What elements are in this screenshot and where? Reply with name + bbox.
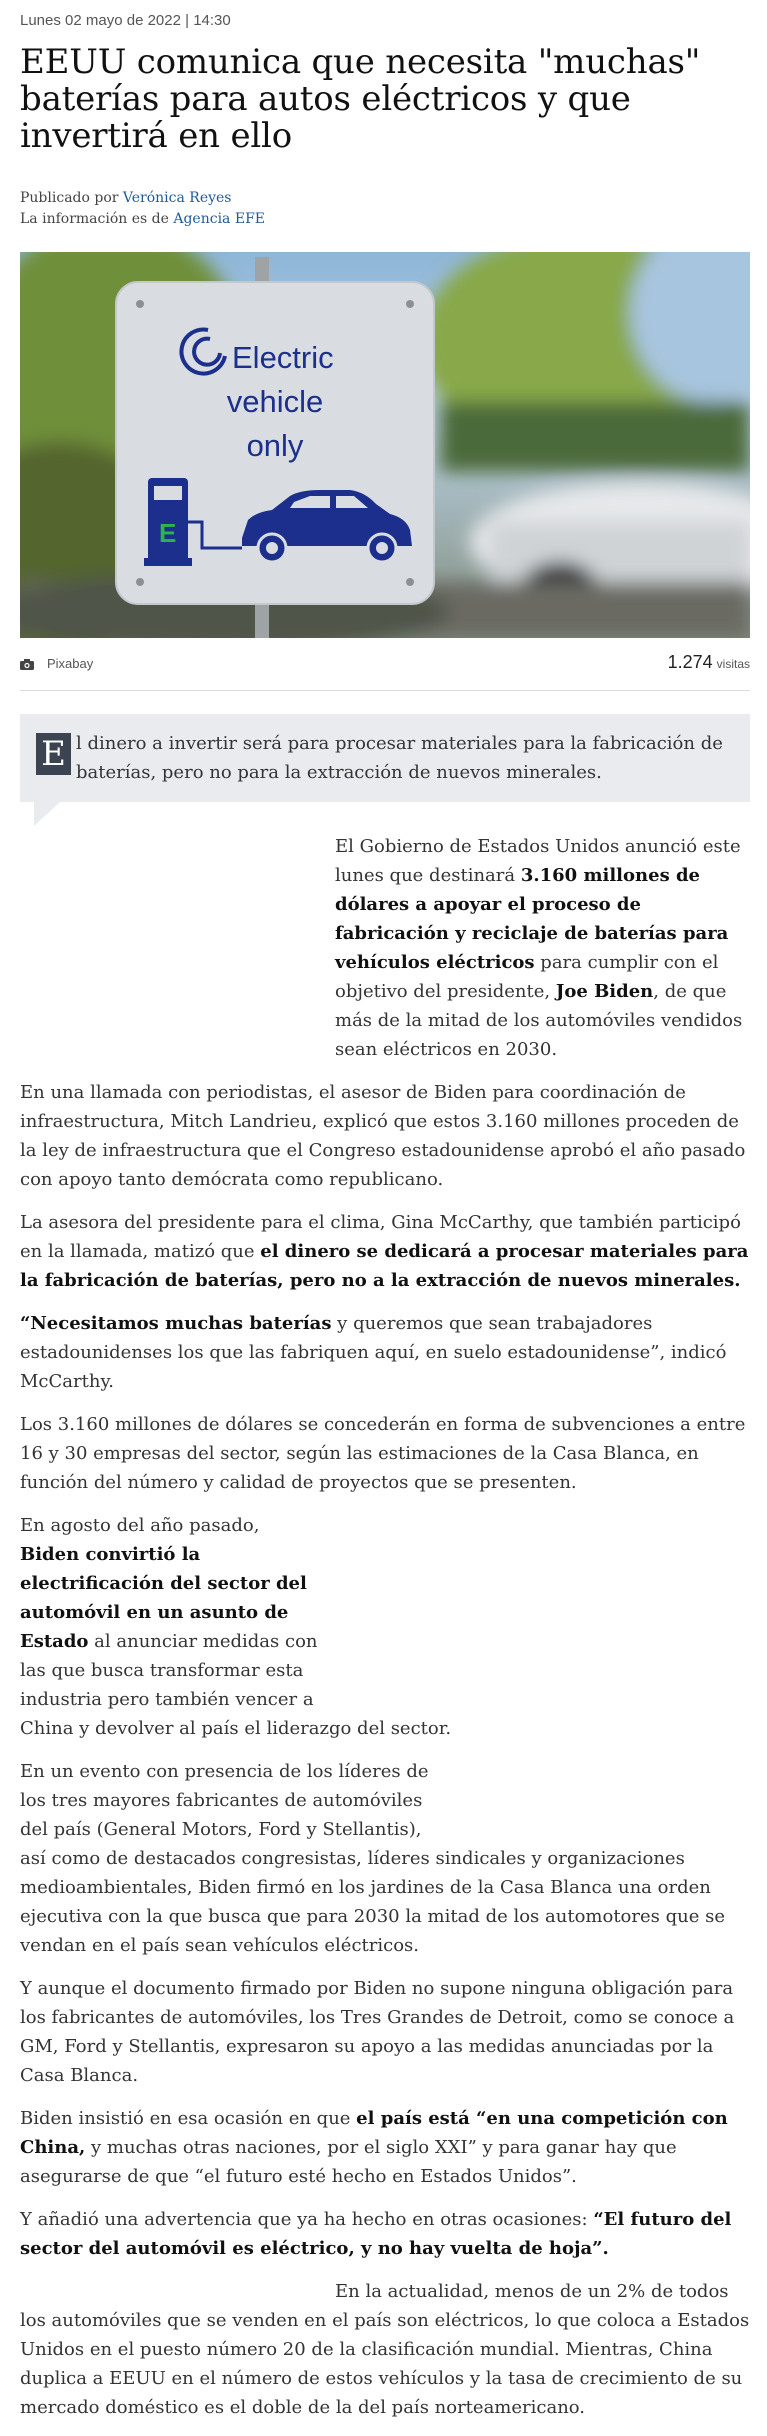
paragraph-4 [20,1309,750,1396]
layout-spacer [320,1511,750,1701]
article-title: EEUU comunica que necesita "muchas" baterías para autos eléctricos y que invertirá en ello [20,42,701,156]
paragraph-11: En la actualidad, menos de un 2% de todos los automóviles que se venden en el país son eléctricos, lo que coloca a Estados Unidos en el puesto número 20 de la clasificación mundial. Mientras, China duplica a EEUU en el número de estos vehículos y la tasa de crecimiento de su mercado doméstico es el doble de la del país norteamericano. [20,2281,750,2418]
sign-line-1: Electric [232,340,334,375]
paragraph-3 [20,1208,750,1295]
p1-bold-a: 3.160 millones de dólares a apoyar el proceso de fabricación y reciclaje de baterías para vehículos eléctricos [335,865,729,973]
sign-line-3: only [246,428,304,463]
p4-bold: “Necesitamos muchas baterías [20,1313,332,1334]
p1-text-c: , de que más de la mitad de los automóviles vendidos sean eléctricos en 2030. [335,981,743,1060]
paragraph-10 [20,2205,750,2263]
article-body [20,832,750,2436]
pump-letter: E [159,518,177,548]
paragraph-7: En un evento con presencia de los líderes de los tres mayores fabricantes de automóviles del país (General Motors, Ford y Stellantis), así como de destacados congresistas, líderes sindicales y organizaciones medioambientales, Biden firmó en los jardines de la Casa Blanca una orden ejecutiva con la que busca que para 2030 la mitad de los automotores que se vendan en el país sean vehículos eléctricos. [20,1761,725,1956]
p3-text-a: La asesora del presidente para el clima, Gina McCarthy, que también participó en la llamada, matizó que [20,1212,741,1262]
source-link[interactable]: Agencia EFE [173,211,266,227]
paragraph-9 [20,2104,750,2191]
publish-date: Lunes 02 mayo de 2022 | 14:30 [20,12,231,29]
p4-text: y queremos que sean trabajadores estadounidenses los que las fabriquen aquí, en suelo estadounidense”, indicó McCarthy. [20,1313,727,1392]
p9-bold: el país está “en una competición con China, [20,2108,728,2158]
photo-credit: Pixabay [47,656,94,671]
divider [20,690,750,691]
p9-text-a: Biden insistió en esa ocasión en que [20,2108,357,2129]
visits-label: visitas [716,657,750,671]
byline [20,188,265,230]
paragraph-8: Y aunque el documento firmado por Biden no supone ninguna obligación para los fabricantes de automóviles, los Tres Grandes de Detroit, como se conoce a GM, Ford y Stellantis, expresaron su apoyo a las medidas anunciadas por la Casa Blanca. [20,1978,735,2086]
layout-spacer [20,832,335,1062]
published-by-label: Publicado por [20,190,119,206]
author-link[interactable]: Verónica Reyes [122,190,232,206]
p1-text-a: El Gobierno de Estados Unidos anunció este lunes que destinará [335,836,741,886]
photo-caption-row [20,650,750,680]
article-photo [20,252,750,638]
p6-text-b: al anunciar medidas con las que busca transformar esta industria pero también vencer a China y devolver al país el liderazgo del sector. [20,1631,452,1739]
p1-bold-b: Joe Biden [555,981,654,1002]
layout-spacer [20,2277,335,2306]
lead-dropcap: E [36,733,71,775]
p10-bold: “El futuro del sector del automóvil es eléctrico, y no hay vuelta de hoja”. [20,2209,732,2259]
layout-spacer [440,1757,750,1844]
lead-text: l dinero a invertir será para procesar materiales para la fabricación de baterías, pero no para la extracción de nuevos minerales. [76,733,723,783]
ev-sign-photo [20,252,750,638]
p6-text-a: En agosto del año pasado, [20,1515,260,1536]
visits-count: 1.274 [667,652,713,672]
p6-bold: Biden convirtió la electrificación del sector del automóvil en un asunto de Estado [20,1544,307,1652]
lead-box [20,714,750,802]
p9-text-b: y muchas otras naciones, por el siglo XXI” y para ganar hay que asegurarse de que “el futuro esté hecho en Estados Unidos”. [20,2137,677,2187]
source-label: La información es de [20,211,169,227]
p10-text: Y añadió una advertencia que ya ha hecho en otras ocasiones: [20,2209,594,2230]
p1-text-b: para cumplir con el objetivo del presidente, [335,952,719,1002]
paragraph-5: Los 3.160 millones de dólares se concederán en forma de subvenciones a entre 16 y 30 empresas del sector, según las estimaciones de la Casa Blanca, en función del número y calidad de proyectos que se presenten. [20,1414,746,1493]
paragraph-2: En una llamada con periodistas, el asesor de Biden para coordinación de infraestructura, Mitch Landrieu, explicó que estos 3.160 millones proceden de la ley de infraestructura que el Congreso estadounidense aprobó el año pasado con apoyo tanto demócrata como republicano. [20,1082,746,1190]
p3-bold: el dinero se dedicará a procesar materiales para la fabricación de baterías, pero no a la extracción de nuevos minerales. [20,1241,749,1291]
visits-counter [668,652,750,673]
camera-icon [20,659,34,670]
sign-line-2: vehicle [226,384,324,419]
lead-box-tail [34,802,60,826]
